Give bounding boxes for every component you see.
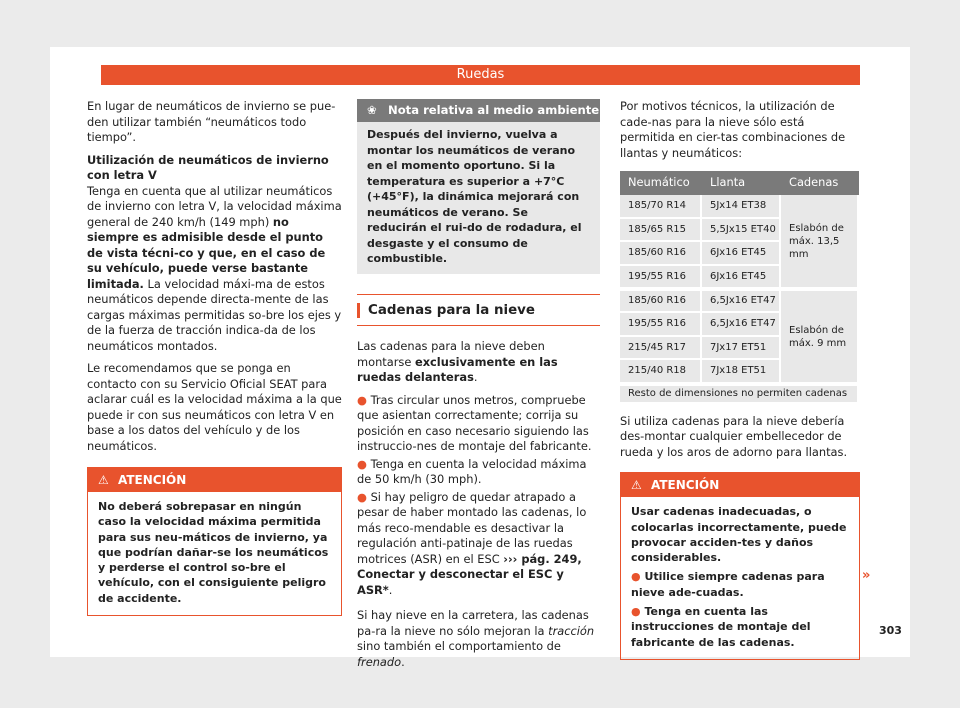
combinations-paragraph: Por motivos técnicos, la utilización de cade-nas para la nieve sólo está permitida en cier-tas combinaciones de llantas y neumáticos: xyxy=(620,99,846,160)
column-3 xyxy=(620,99,860,660)
v-tires-paragraph xyxy=(87,184,342,355)
table-cell: 185/60 R16 xyxy=(620,289,702,313)
table-cell: 5,5Jx15 ET40 xyxy=(702,219,781,243)
column-2 xyxy=(357,99,600,677)
cross-reference-link[interactable]: ››› pág. 249, Conectar y desconectar el ESC y ASR* xyxy=(357,551,582,597)
warning-text: Usar cadenas inadecuadas, o colocarlas incorrectamente, puede provocar acciden-tes y daños considerables. xyxy=(631,505,847,565)
table-header: Llanta xyxy=(702,171,781,195)
text-run: Si hay nieve en la carretera, las cadenas pa-ra la nieve no sólo mejoran la xyxy=(357,608,589,638)
bullet-text: Utilice siempre cadenas para nieve ade-cuadas. xyxy=(631,570,825,599)
bullet-icon: ● xyxy=(357,456,367,471)
table-cell: 6,5Jx16 ET47 xyxy=(702,289,781,313)
table-cell: 6Jx16 ET45 xyxy=(702,242,781,266)
table-cell-chains: Eslabón de máx. 13,5 mm xyxy=(781,195,859,289)
section-heading xyxy=(357,294,600,327)
table-cell: 7Jx17 ET51 xyxy=(702,337,781,361)
bullet-icon: ● xyxy=(631,570,641,584)
bullet-item xyxy=(357,490,600,599)
chains-table xyxy=(620,171,859,404)
bullet-item xyxy=(357,393,600,455)
environment-flower-icon: ❀ xyxy=(367,103,377,117)
snow-paragraph xyxy=(357,608,600,670)
bullet-text: Tras circular unos metros, compruebe que asientan correctamente; corrija su posición en caso necesario siguiendo las instruccio-nes de montaje del fabricante. xyxy=(357,392,592,453)
table-cell: 195/55 R16 xyxy=(620,313,702,337)
warning-title: ATENCIÓN xyxy=(651,478,720,493)
warning-box xyxy=(87,467,342,616)
bullet-text: Tenga en cuenta las instrucciones de montaje del fabricante de las cadenas. xyxy=(631,605,811,649)
bullet-icon: ● xyxy=(357,489,367,504)
text-run: sino también el comportamiento de xyxy=(357,639,561,653)
text-run: . xyxy=(401,654,405,669)
table-cell: 185/65 R15 xyxy=(620,219,702,243)
table-note-row xyxy=(620,384,859,404)
text-run: Las cadenas para la nieve deben montarse xyxy=(357,339,545,369)
table-header: Cadenas xyxy=(781,171,859,195)
environment-note-title: Nota relativa al medio ambiente xyxy=(388,103,600,117)
text-run: . xyxy=(388,582,393,597)
hubcaps-paragraph: Si utiliza cadenas para la nieve debería des-montar cualquier embellecedor de rueda y los aros de adorno para llantas. xyxy=(620,413,848,459)
text-run: Tenga en cuenta que al utilizar neumáticos de invierno con letra V, la velocidad máxima general de 240 km/h (149 mph) xyxy=(87,183,342,229)
intro-paragraph: En lugar de neumáticos de invierno se pue-den utilizar también “neumáticos todo tiempo”. xyxy=(87,99,336,144)
table-cell: 195/55 R16 xyxy=(620,266,702,290)
chains-paragraph xyxy=(357,339,600,386)
italic-text-run: frenado xyxy=(357,654,402,669)
italic-text-run: tracción xyxy=(548,623,595,638)
text-run: La velocidad máxi-ma de estos neumáticos depende directa-mente de las cargas máximas permitidas so-bre los ejes y de la fuerza de tracción indica-da de los neumáticos montados. xyxy=(87,276,342,353)
warning-triangle-icon: ⚠ xyxy=(98,473,109,487)
environment-note-text: Después del invierno, vuelva a montar los neumáticos de verano en el momento oportuno. Si la temperatura es superior a +7°C (+45°F), la dinámica mejorará con neumáticos de verano. Se reducirán el rui-do de rodadura, el desgaste y el consumo de combustible. xyxy=(367,128,582,265)
warning-triangle-icon: ⚠ xyxy=(631,478,642,493)
subheading-v-tires: Utilización de neumáticos de invierno con letra V xyxy=(87,152,329,182)
warning-bullet xyxy=(631,569,849,600)
bold-text-run: no siempre es admisible desde el punto de vista técni-co y que, en el caso de su vehículo, puede verse bastante limitada. xyxy=(87,214,326,291)
bullet-text: Tenga en cuenta la velocidad máxima de 50 km/h (30 mph). xyxy=(357,456,587,486)
warning-text: No deberá sobrepasar en ningún caso la velocidad máxima permitida para sus neu-máticos de invierno, ya que podrían dañar-se los neumáticos y perderse el control so-bre el vehículo, con el consiguiente peligro de accidente. xyxy=(98,500,329,605)
warning-box xyxy=(620,472,860,660)
environment-note-box xyxy=(357,99,600,274)
bullet-text: Si hay peligro de quedar atrapado a pesar de haber montado las cadenas, lo más reco-mendable es desactivar la regulación anti-patinaje de las ruedas motrices (ASR) en el ESC xyxy=(357,489,587,566)
bullet-item xyxy=(357,457,600,488)
column-1 xyxy=(87,99,342,616)
warning-header xyxy=(88,468,341,492)
warning-bullet xyxy=(631,604,849,650)
page-header: Ruedas xyxy=(101,65,860,85)
table-cell: 6Jx16 ET45 xyxy=(702,266,781,290)
continue-arrow-icon: » xyxy=(862,568,871,583)
table-cell: 5Jx14 ET38 xyxy=(702,195,781,219)
recommendation-paragraph: Le recomendamos que se ponga en contacto con su Servicio Oficial SEAT para aclarar cuál es la velocidad máxima a la que puede ir con sus neumáticos con letra V en base a los datos del vehículo y de los neumáticos. xyxy=(87,361,342,453)
bullet-icon: ● xyxy=(631,605,641,619)
bold-text-run: exclusivamente en las ruedas delanteras xyxy=(357,354,558,384)
table-row xyxy=(620,289,859,313)
warning-body xyxy=(621,497,859,659)
section-title: Cadenas para la nieve xyxy=(357,303,535,318)
table-cell: 215/45 R17 xyxy=(620,337,702,361)
environment-note-header xyxy=(357,99,600,122)
table-cell: 185/60 R16 xyxy=(620,242,702,266)
warning-title: ATENCIÓN xyxy=(118,473,187,487)
table-cell-chains: Eslabón de máx. 9 mm xyxy=(781,289,859,383)
table-note: Resto de dimensiones no permiten cadenas xyxy=(620,384,859,404)
table-row xyxy=(620,195,859,219)
text-run: . xyxy=(473,370,478,384)
page-number: 303 xyxy=(879,624,902,637)
table-header-row xyxy=(620,171,859,195)
table-header: Neumático xyxy=(620,171,702,195)
warning-header xyxy=(621,473,859,497)
table-cell: 185/70 R14 xyxy=(620,195,702,219)
table-cell: 6,5Jx16 ET47 xyxy=(702,313,781,337)
table-cell: 215/40 R18 xyxy=(620,360,702,384)
table-cell: 7Jx18 ET51 xyxy=(702,360,781,384)
bullet-icon: ● xyxy=(357,392,367,407)
